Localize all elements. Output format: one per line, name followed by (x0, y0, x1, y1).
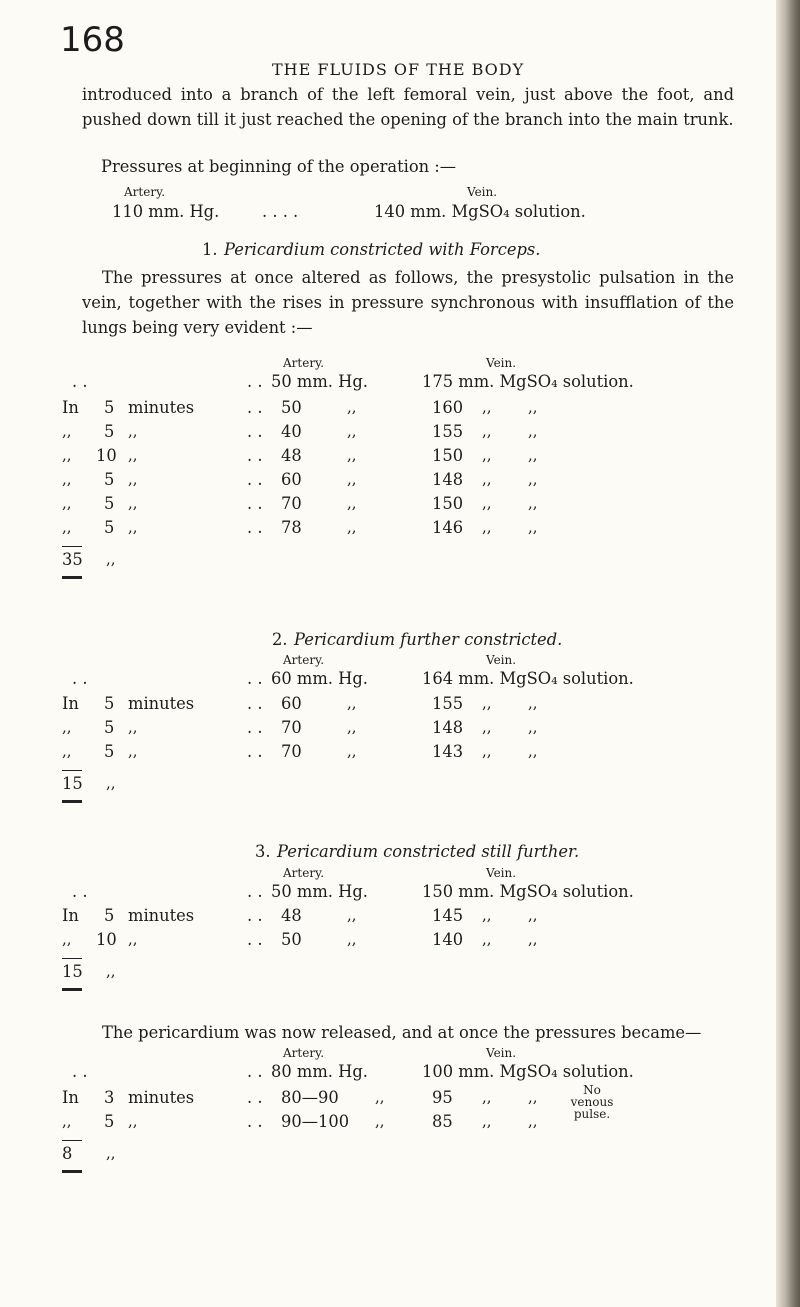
row-minutes: 5 (104, 1112, 115, 1131)
baseline-artery-pressure: 60 mm. Hg. (271, 669, 368, 688)
ditto-mark: ,, (528, 446, 538, 464)
baseline-dots: . . (72, 372, 88, 391)
ditto-mark: ,, (62, 470, 72, 488)
vein-column-header: Vein. (486, 1046, 517, 1060)
ditto-mark: ,, (62, 742, 72, 760)
ditto-mark: ,, (528, 906, 538, 924)
baseline-dots: . . (72, 669, 88, 688)
ditto-mark: ,, (528, 742, 538, 760)
ditto-mark: ,, (482, 446, 492, 464)
ditto-mark: ,, (528, 694, 538, 712)
ditto-mark: ,, (128, 1112, 138, 1130)
row-dots: . . (247, 518, 263, 537)
ditto-mark: ,, (62, 518, 72, 536)
total-minutes: 35 (62, 550, 83, 569)
baseline-vein-pressure: 100 mm. MgSO₄ solution. (422, 1062, 634, 1081)
sum-rule (62, 546, 82, 547)
row-minutes: 5 (104, 518, 115, 537)
ditto-mark: ,, (347, 422, 357, 440)
row-vein-pressure: 146 (432, 518, 464, 537)
row-dots: . . (247, 494, 263, 513)
row-dots: . . (247, 906, 263, 925)
initial-dots: . . . . (262, 202, 299, 221)
row-minutes-label: minutes (128, 906, 195, 925)
baseline-dots: . . (72, 1062, 88, 1081)
ditto-mark: ,, (375, 1112, 385, 1130)
row-artery-pressure: 70 (281, 742, 302, 761)
sum-rule (62, 770, 82, 771)
ditto-mark: ,, (128, 470, 138, 488)
total-double-rule (62, 800, 82, 803)
baseline-dots: . . (72, 882, 88, 901)
row-artery-pressure: 50 (281, 930, 302, 949)
baseline-dots: . . (247, 1062, 263, 1081)
ditto-mark: ,, (128, 422, 138, 440)
total-double-rule (62, 576, 82, 579)
ditto-mark: ,, (528, 718, 538, 736)
ditto-mark: ,, (62, 422, 72, 440)
row-dots: . . (247, 446, 263, 465)
ditto-mark: ,, (528, 930, 538, 948)
row-minutes: 5 (104, 494, 115, 513)
ditto-mark: ,, (528, 494, 538, 512)
ditto-mark: ,, (62, 446, 72, 464)
pressures-label: Pressures at beginning of the operation :— (101, 157, 457, 176)
ditto-mark: ,, (62, 1112, 72, 1130)
artery-header: Artery. (124, 185, 166, 199)
baseline-vein-pressure: 164 mm. MgSO₄ solution. (422, 669, 634, 688)
ditto-mark: ,, (347, 742, 357, 760)
ditto-mark: ,, (128, 446, 138, 464)
row-vein-pressure: 150 (432, 446, 464, 465)
row-dots: . . (247, 470, 263, 489)
ditto-mark: ,, (347, 518, 357, 536)
page-number: 168 (60, 20, 125, 60)
total-double-rule (62, 1170, 82, 1173)
initial-artery-pressure: 110 mm. Hg. (112, 202, 220, 221)
ditto-mark: ,, (482, 1088, 492, 1106)
row-vein-pressure: 148 (432, 718, 464, 737)
ditto-mark: ,, (482, 906, 492, 924)
row-minutes: 5 (104, 470, 115, 489)
ditto-mark: ,, (528, 1088, 538, 1106)
running-head: THE FLUIDS OF THE BODY (272, 60, 525, 79)
ditto-mark: ,, (62, 494, 72, 512)
row-artery-pressure: 90—100 (281, 1112, 350, 1131)
row-minutes: 3 (104, 1088, 115, 1107)
row-minutes: 5 (104, 422, 115, 441)
row-minutes: 5 (104, 742, 115, 761)
ditto-mark: ,, (528, 518, 538, 536)
ditto-mark: ,, (375, 1088, 385, 1106)
artery-column-header: Artery. (283, 1046, 325, 1060)
section-paragraph: The pericardium was now released, and at once the pressures became— (102, 1023, 702, 1042)
row-minutes-label: minutes (128, 694, 195, 713)
ditto-mark: ,, (347, 470, 357, 488)
row-vein-pressure: 85 (432, 1112, 453, 1131)
row-artery-pressure: 48 (281, 446, 302, 465)
row-dots: . . (247, 422, 263, 441)
row-minutes: 5 (104, 718, 115, 737)
vein-column-header: Vein. (486, 356, 517, 370)
baseline-dots: . . (247, 372, 263, 391)
baseline-vein-pressure: 150 mm. MgSO₄ solution. (422, 882, 634, 901)
row-minutes: 5 (104, 694, 115, 713)
ditto-mark: ,, (128, 494, 138, 512)
baseline-dots: . . (247, 669, 263, 688)
ditto-mark: ,, (106, 1144, 116, 1162)
row-dots: . . (247, 1088, 263, 1107)
section-title: Pericardium constricted with Forceps. (224, 240, 541, 259)
ditto-mark: ,, (128, 930, 138, 948)
baseline-artery-pressure: 80 mm. Hg. (271, 1062, 368, 1081)
ditto-mark: ,, (528, 1112, 538, 1130)
row-dots: . . (247, 930, 263, 949)
row-in-label: In (62, 398, 79, 417)
section-paragraph: The pressures at once altered as follows, the presystolic pulsation in the vein, together with the rises in pressure synchronous with insufflation of the lungs being very evident :— (82, 268, 734, 337)
row-artery-pressure: 60 (281, 694, 302, 713)
row-in-label: In (62, 694, 79, 713)
ditto-mark: ,, (482, 494, 492, 512)
row-minutes: 10 (96, 930, 117, 949)
row-minutes: 5 (104, 906, 115, 925)
sum-rule (62, 1140, 82, 1141)
ditto-mark: ,, (347, 446, 357, 464)
ditto-mark: ,, (62, 718, 72, 736)
ditto-mark: ,, (482, 398, 492, 416)
row-minutes: 5 (104, 398, 115, 417)
ditto-mark: ,, (482, 742, 492, 760)
ditto-mark: ,, (528, 422, 538, 440)
row-dots: . . (247, 718, 263, 737)
total-minutes: 15 (62, 962, 83, 981)
baseline-artery-pressure: 50 mm. Hg. (271, 882, 368, 901)
ditto-mark: ,, (528, 470, 538, 488)
ditto-mark: ,, (482, 470, 492, 488)
row-note: No venous pulse. (570, 1083, 614, 1121)
ditto-mark: ,, (106, 774, 116, 792)
intro-paragraph: introduced into a branch of the left femoral vein, just above the foot, and pushed down till it just reached the opening of the branch into the main trunk. (82, 85, 734, 129)
baseline-vein-pressure: 175 mm. MgSO₄ solution. (422, 372, 634, 391)
ditto-mark: ,, (347, 694, 357, 712)
ditto-mark: ,, (347, 718, 357, 736)
section-number: 3. (255, 842, 271, 861)
row-artery-pressure: 78 (281, 518, 302, 537)
section-title: Pericardium further constricted. (294, 630, 563, 649)
ditto-mark: ,, (482, 518, 492, 536)
ditto-mark: ,, (128, 518, 138, 536)
artery-column-header: Artery. (283, 653, 325, 667)
row-dots: . . (247, 742, 263, 761)
vein-column-header: Vein. (486, 653, 517, 667)
ditto-mark: ,, (347, 494, 357, 512)
ditto-mark: ,, (347, 906, 357, 924)
row-in-label: In (62, 906, 79, 925)
initial-vein-pressure: 140 mm. MgSO₄ solution. (374, 202, 586, 221)
section-number: 2. (272, 630, 288, 649)
row-dots: . . (247, 1112, 263, 1131)
row-vein-pressure: 148 (432, 470, 464, 489)
row-artery-pressure: 80—90 (281, 1088, 339, 1107)
ditto-mark: ,, (62, 930, 72, 948)
row-minutes-label: minutes (128, 398, 195, 417)
sum-rule (62, 958, 82, 959)
row-artery-pressure: 60 (281, 470, 302, 489)
ditto-mark: ,, (347, 398, 357, 416)
row-dots: . . (247, 398, 263, 417)
artery-column-header: Artery. (283, 866, 325, 880)
total-minutes: 8 (62, 1144, 73, 1163)
ditto-mark: ,, (128, 742, 138, 760)
section-number: 1. (202, 240, 218, 259)
row-dots: . . (247, 694, 263, 713)
ditto-mark: ,, (106, 550, 116, 568)
row-artery-pressure: 70 (281, 494, 302, 513)
row-vein-pressure: 143 (432, 742, 464, 761)
row-vein-pressure: 145 (432, 906, 464, 925)
ditto-mark: ,, (128, 718, 138, 736)
row-artery-pressure: 48 (281, 906, 302, 925)
row-vein-pressure: 155 (432, 694, 464, 713)
row-minutes: 10 (96, 446, 117, 465)
vein-column-header: Vein. (486, 866, 517, 880)
row-vein-pressure: 140 (432, 930, 464, 949)
ditto-mark: ,, (106, 962, 116, 980)
row-minutes-label: minutes (128, 1088, 195, 1107)
row-vein-pressure: 160 (432, 398, 464, 417)
section-title: Pericardium constricted still further. (277, 842, 580, 861)
ditto-mark: ,, (482, 1112, 492, 1130)
vein-header: Vein. (467, 185, 498, 199)
row-artery-pressure: 50 (281, 398, 302, 417)
ditto-mark: ,, (528, 398, 538, 416)
row-vein-pressure: 155 (432, 422, 464, 441)
row-artery-pressure: 70 (281, 718, 302, 737)
ditto-mark: ,, (482, 718, 492, 736)
row-vein-pressure: 95 (432, 1088, 453, 1107)
page-edge-shadow (776, 0, 800, 1307)
baseline-dots: . . (247, 882, 263, 901)
total-minutes: 15 (62, 774, 83, 793)
ditto-mark: ,, (482, 930, 492, 948)
row-artery-pressure: 40 (281, 422, 302, 441)
ditto-mark: ,, (347, 930, 357, 948)
ditto-mark: ,, (482, 694, 492, 712)
total-double-rule (62, 988, 82, 991)
baseline-artery-pressure: 50 mm. Hg. (271, 372, 368, 391)
row-vein-pressure: 150 (432, 494, 464, 513)
ditto-mark: ,, (482, 422, 492, 440)
artery-column-header: Artery. (283, 356, 325, 370)
row-in-label: In (62, 1088, 79, 1107)
